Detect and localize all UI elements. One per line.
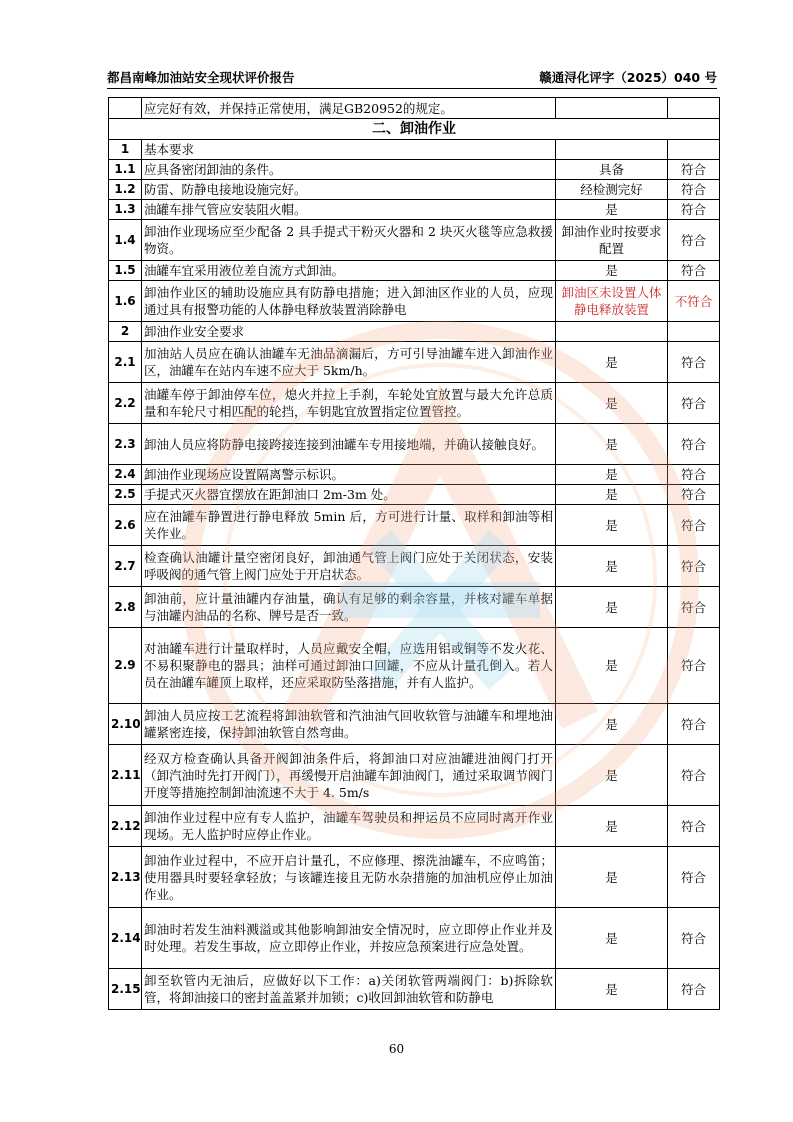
group-number: 2 — [109, 322, 142, 342]
group-header-row — [109, 140, 720, 160]
item-verdict: 符合 — [668, 704, 720, 745]
table-row — [109, 587, 720, 628]
item-requirement: 应完好有效，并保持正常使用，满足GB20952的规定。 — [142, 98, 556, 119]
item-result: 具备 — [556, 160, 668, 180]
item-requirement: 卸油作业现场应至少配备 2 具手提式干粉灭火器和 2 块灭火毯等应急救援物资。 — [142, 220, 556, 261]
item-verdict: 符合 — [668, 465, 720, 485]
item-number: 2.1 — [109, 342, 142, 383]
table-row — [109, 383, 720, 424]
item-number: 1.6 — [109, 281, 142, 322]
item-result: 是 — [556, 847, 668, 908]
group-number: 1 — [109, 140, 142, 160]
item-number: 2.13 — [109, 847, 142, 908]
item-verdict: 符合 — [668, 847, 720, 908]
item-requirement: 应具备密闭卸油的条件。 — [142, 160, 556, 180]
item-requirement: 卸油前，应计量油罐内存油量，确认有足够的剩余容量，并核对罐车单据与油罐内油品的名称、牌号是否一致。 — [142, 587, 556, 628]
item-result: 是 — [556, 587, 668, 628]
item-result: 是 — [556, 342, 668, 383]
item-number: 2.3 — [109, 424, 142, 465]
item-result: 卸油区未设置人体静电释放装置 — [556, 281, 668, 322]
item-result: 是 — [556, 806, 668, 847]
item-number: 2.12 — [109, 806, 142, 847]
table-row — [109, 745, 720, 806]
table-row — [109, 908, 720, 969]
item-verdict: 符合 — [668, 200, 720, 220]
item-result: 是 — [556, 969, 668, 1010]
item-verdict — [668, 322, 720, 342]
item-number: 2.8 — [109, 587, 142, 628]
item-result: 是 — [556, 424, 668, 465]
item-requirement: 经双方检查确认具备开阀卸油条件后，将卸油口对应油罐进油阀门打开（卸汽油时先打开阀门），再缓慢开启油罐车卸油阀门，通过采取调节阀门开度等措施控制卸油流速不大于 4. 5m/s — [142, 745, 556, 806]
item-verdict — [668, 140, 720, 160]
table-row — [109, 180, 720, 200]
item-requirement: 卸油作业过程中，不应开启计量孔，不应修理、擦洗油罐车，不应鸣笛；使用器具时要轻拿轻放；与该罐连接且无防水杂措施的加油机应停止加油作业。 — [142, 847, 556, 908]
item-result: 是 — [556, 383, 668, 424]
item-result: 是 — [556, 261, 668, 281]
table-row — [109, 200, 720, 220]
item-requirement: 油罐车宜采用液位差自流方式卸油。 — [142, 261, 556, 281]
item-result: 是 — [556, 200, 668, 220]
table-row — [109, 505, 720, 546]
table-row — [109, 628, 720, 704]
table-row — [109, 160, 720, 180]
item-verdict: 符合 — [668, 546, 720, 587]
item-verdict: 符合 — [668, 383, 720, 424]
page-number: 60 — [388, 1042, 405, 1056]
section-title: 二、卸油作业 — [109, 119, 720, 140]
item-verdict: 符合 — [668, 180, 720, 200]
header-divider — [107, 88, 717, 89]
report-title: 都昌南峰加油站安全现状评价报告 — [107, 70, 295, 85]
item-number: 2.11 — [109, 745, 142, 806]
item-verdict: 符合 — [668, 745, 720, 806]
table-row — [109, 969, 720, 1010]
item-result: 是 — [556, 628, 668, 704]
group-title: 基本要求 — [142, 140, 556, 160]
item-requirement: 卸油时若发生油料溅溢或其他影响卸油安全情况时，应立即停止作业并及时处理。若发生事故，应立即停止作业，并按应急预案进行应急处置。 — [142, 908, 556, 969]
item-verdict: 符合 — [668, 160, 720, 180]
item-result — [556, 322, 668, 342]
table-row — [109, 98, 720, 119]
item-verdict: 符合 — [668, 969, 720, 1010]
item-verdict: 符合 — [668, 806, 720, 847]
item-requirement: 对油罐车进行计量取样时，人员应戴安全帽，应选用铝或铜等不发火花、不易积聚静电的器具；油样可通过卸油口回罐，不应从计量孔倒入。若人员在油罐车罐顶上取样，还应采取防坠落措施，并有人监护。 — [142, 628, 556, 704]
table-row — [109, 847, 720, 908]
item-result: 经检测完好 — [556, 180, 668, 200]
table-row — [109, 281, 720, 322]
item-requirement: 卸油人员应按工艺流程将卸油软管和汽油油气回收软管与油罐车和埋地油罐紧密连接，保持卸油软管自然弯曲。 — [142, 704, 556, 745]
table-row — [109, 546, 720, 587]
item-result — [556, 140, 668, 160]
item-result: 是 — [556, 908, 668, 969]
item-requirement: 防雷、防静电接地设施完好。 — [142, 180, 556, 200]
item-number: 2.2 — [109, 383, 142, 424]
table-row — [109, 806, 720, 847]
group-title: 卸油作业安全要求 — [142, 322, 556, 342]
table-row — [109, 485, 720, 505]
item-verdict: 符合 — [668, 587, 720, 628]
item-verdict: 不符合 — [668, 281, 720, 322]
item-requirement: 卸油人员应将防静电接跨接连接到油罐车专用接地端，并确认接触良好。 — [142, 424, 556, 465]
item-number: 1.4 — [109, 220, 142, 261]
item-number: 2.15 — [109, 969, 142, 1010]
item-result: 是 — [556, 465, 668, 485]
item-requirement: 加油站人员应在确认油罐车无油品滴漏后，方可引导油罐车进入卸油作业区，油罐车在站内车速不应大于 5km/h。 — [142, 342, 556, 383]
table-row — [109, 342, 720, 383]
item-result: 是 — [556, 546, 668, 587]
table-row — [109, 704, 720, 745]
item-number: 2.9 — [109, 628, 142, 704]
item-number: 2.10 — [109, 704, 142, 745]
item-number: 1.5 — [109, 261, 142, 281]
item-verdict: 符合 — [668, 424, 720, 465]
item-verdict: 符合 — [668, 485, 720, 505]
item-requirement: 卸至软管内无油后，应做好以下工作：a)关闭软管两端阀门：b)拆除软管，将卸油接口的密封盖盖紧并加锁；c)收回卸油软管和防静电 — [142, 969, 556, 1010]
item-verdict: 符合 — [668, 261, 720, 281]
table-row — [109, 424, 720, 465]
item-requirement: 油罐车停于卸油停车位，熄火并拉上手刹，车轮处宜放置与最大允许总质量和车轮尺寸相匹配的轮挡，车钥匙宜放置指定位置管控。 — [142, 383, 556, 424]
item-verdict: 符合 — [668, 628, 720, 704]
item-result: 卸油作业时按要求配置 — [556, 220, 668, 261]
checklist-table — [108, 97, 720, 1010]
item-verdict: 符合 — [668, 342, 720, 383]
item-requirement: 卸油作业现场应设置隔离警示标识。 — [142, 465, 556, 485]
table-row — [109, 465, 720, 485]
item-number: 2.4 — [109, 465, 142, 485]
item-verdict: 符合 — [668, 908, 720, 969]
item-requirement: 手提式灭火器宜摆放在距卸油口 2m-3m 处。 — [142, 485, 556, 505]
item-number: 1.3 — [109, 200, 142, 220]
item-number: 2.6 — [109, 505, 142, 546]
item-requirement: 应在油罐车静置进行静电释放 5min 后，方可进行计量、取样和卸油等相关作业。 — [142, 505, 556, 546]
item-requirement: 油罐车排气管应安装阻火帽。 — [142, 200, 556, 220]
item-requirement: 卸油作业过程中应有专人监护，油罐车驾驶员和押运员不应同时离开作业现场。无人监护时应停止作业。 — [142, 806, 556, 847]
report-number: 赣通浔化评字（2025）040 号 — [539, 70, 717, 85]
item-number: 1.1 — [109, 160, 142, 180]
item-result — [556, 98, 668, 119]
item-result: 是 — [556, 485, 668, 505]
table-row — [109, 220, 720, 261]
group-header-row — [109, 322, 720, 342]
item-requirement: 检查确认油罐计量空密闭良好，卸油通气管上阀门应处于关闭状态，安装呼吸阀的通气管上阀门应处于开启状态。 — [142, 546, 556, 587]
item-result: 是 — [556, 745, 668, 806]
table-row — [109, 261, 720, 281]
item-verdict: 符合 — [668, 220, 720, 261]
item-number: 2.7 — [109, 546, 142, 587]
item-result: 是 — [556, 505, 668, 546]
item-verdict — [668, 98, 720, 119]
item-number — [109, 98, 142, 119]
item-number: 2.14 — [109, 908, 142, 969]
section-row — [109, 119, 720, 140]
item-result: 是 — [556, 704, 668, 745]
item-number: 2.5 — [109, 485, 142, 505]
item-number: 1.2 — [109, 180, 142, 200]
item-verdict: 符合 — [668, 505, 720, 546]
item-requirement: 卸油作业区的辅助设施应具有防静电措施；进入卸油区作业的人员，应现通过具有报警功能的人体静电释放装置消除静电 — [142, 281, 556, 322]
